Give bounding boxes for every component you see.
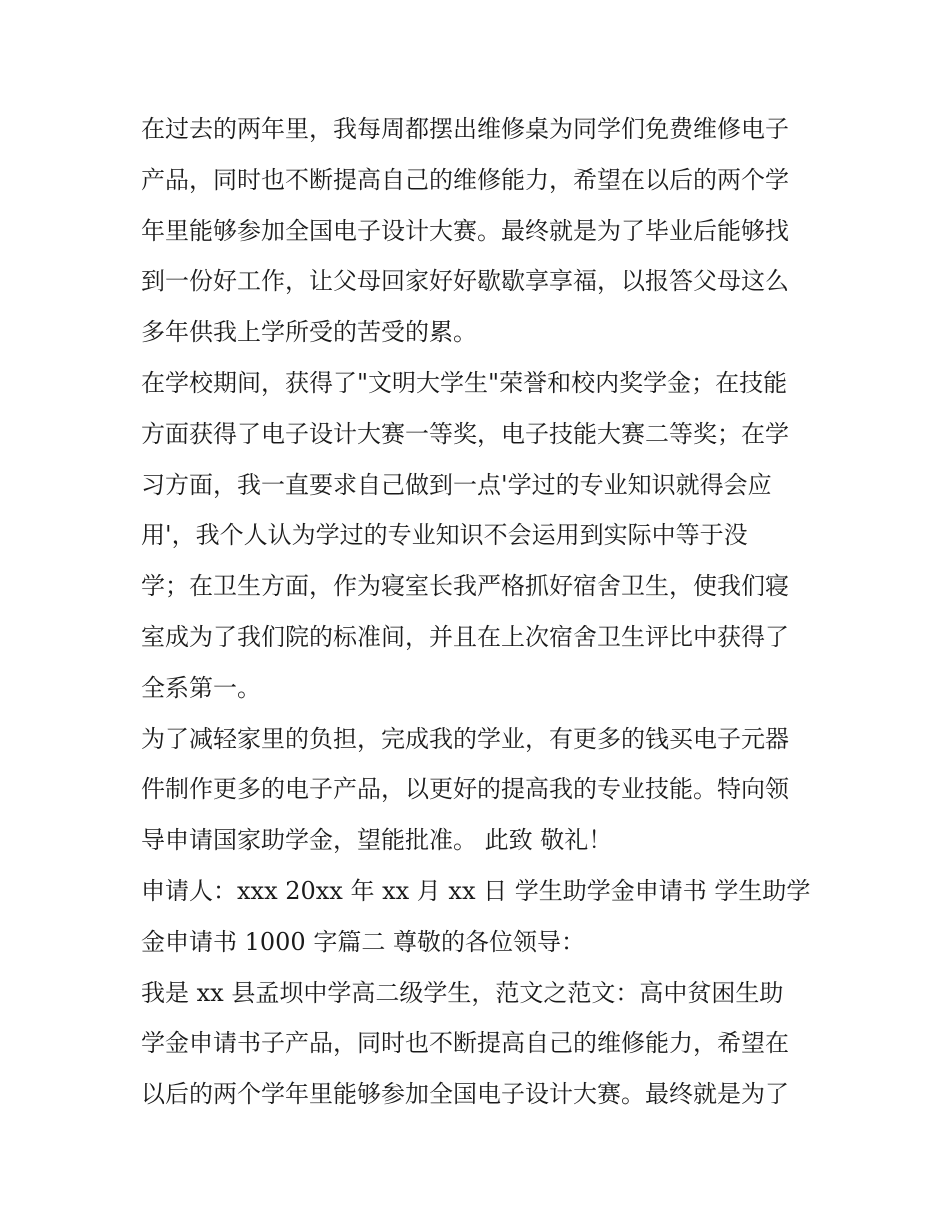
text-line: 全系第一。 (141, 673, 261, 702)
text-line: 我是 xx 县孟坝中学高二级学生，范文之范文：高中贫困生助 (141, 978, 784, 1007)
paragraph-school-achievements (141, 358, 821, 714)
text-line: 学金申请书子产品，同时也不断提高自己的维修能力，希望在 (141, 1029, 789, 1058)
text-line: 导申请国家助学金，望能批准。 此致 敬礼！ (141, 826, 613, 855)
document-body (141, 104, 821, 1120)
text-line: 金申请书 1000 字篇二 尊敬的各位领导： (141, 927, 585, 956)
paragraph-applicant-signature (141, 866, 821, 968)
text-line: 用'，我个人认为学过的专业知识不会运用到实际中等于没 (141, 521, 748, 550)
text-line: 习方面，我一直要求自己做到一点'学过的专业知识就得会应 (141, 470, 772, 499)
text-line: 在过去的两年里，我每周都摆出维修桌为同学们免费维修电子 (141, 115, 789, 143)
text-line: 在学校期间，获得了"文明大学生"荣誉和校内奖学金；在技能 (141, 368, 788, 397)
text-line: 为了减轻家里的负担，完成我的学业，有更多的钱买电子元器 (141, 724, 789, 753)
text-line: 年里能够参加全国电子设计大赛。最终就是为了毕业后能够找 (141, 216, 789, 245)
text-line: 室成为了我们院的标准间，并且在上次宿舍卫生评比中获得了 (141, 622, 789, 651)
text-line: 产品，同时也不断提高自己的维修能力，希望在以后的两个学 (141, 165, 789, 194)
paragraph-application-request (141, 714, 821, 866)
text-line: 申请人：xxx 20xx 年 xx 月 xx 日 学生助学金申请书 学生助学 (141, 876, 811, 905)
paragraph-repair-service (141, 104, 821, 358)
text-line: 多年供我上学所受的苦受的累。 (141, 318, 477, 347)
text-line: 件制作更多的电子产品，以更好的提高我的专业技能。特向领 (141, 775, 789, 804)
text-line: 以后的两个学年里能够参加全国电子设计大赛。最终就是为了 (141, 1080, 789, 1109)
text-line: 学；在卫生方面，作为寝室长我严格抓好宿舍卫生，使我们寝 (141, 572, 789, 601)
paragraph-second-letter (141, 968, 821, 1120)
text-line: 到一份好工作，让父母回家好好歇歇享享福，以报答父母这么 (141, 267, 789, 296)
text-line: 方面获得了电子设计大赛一等奖，电子技能大赛二等奖；在学 (141, 419, 789, 448)
